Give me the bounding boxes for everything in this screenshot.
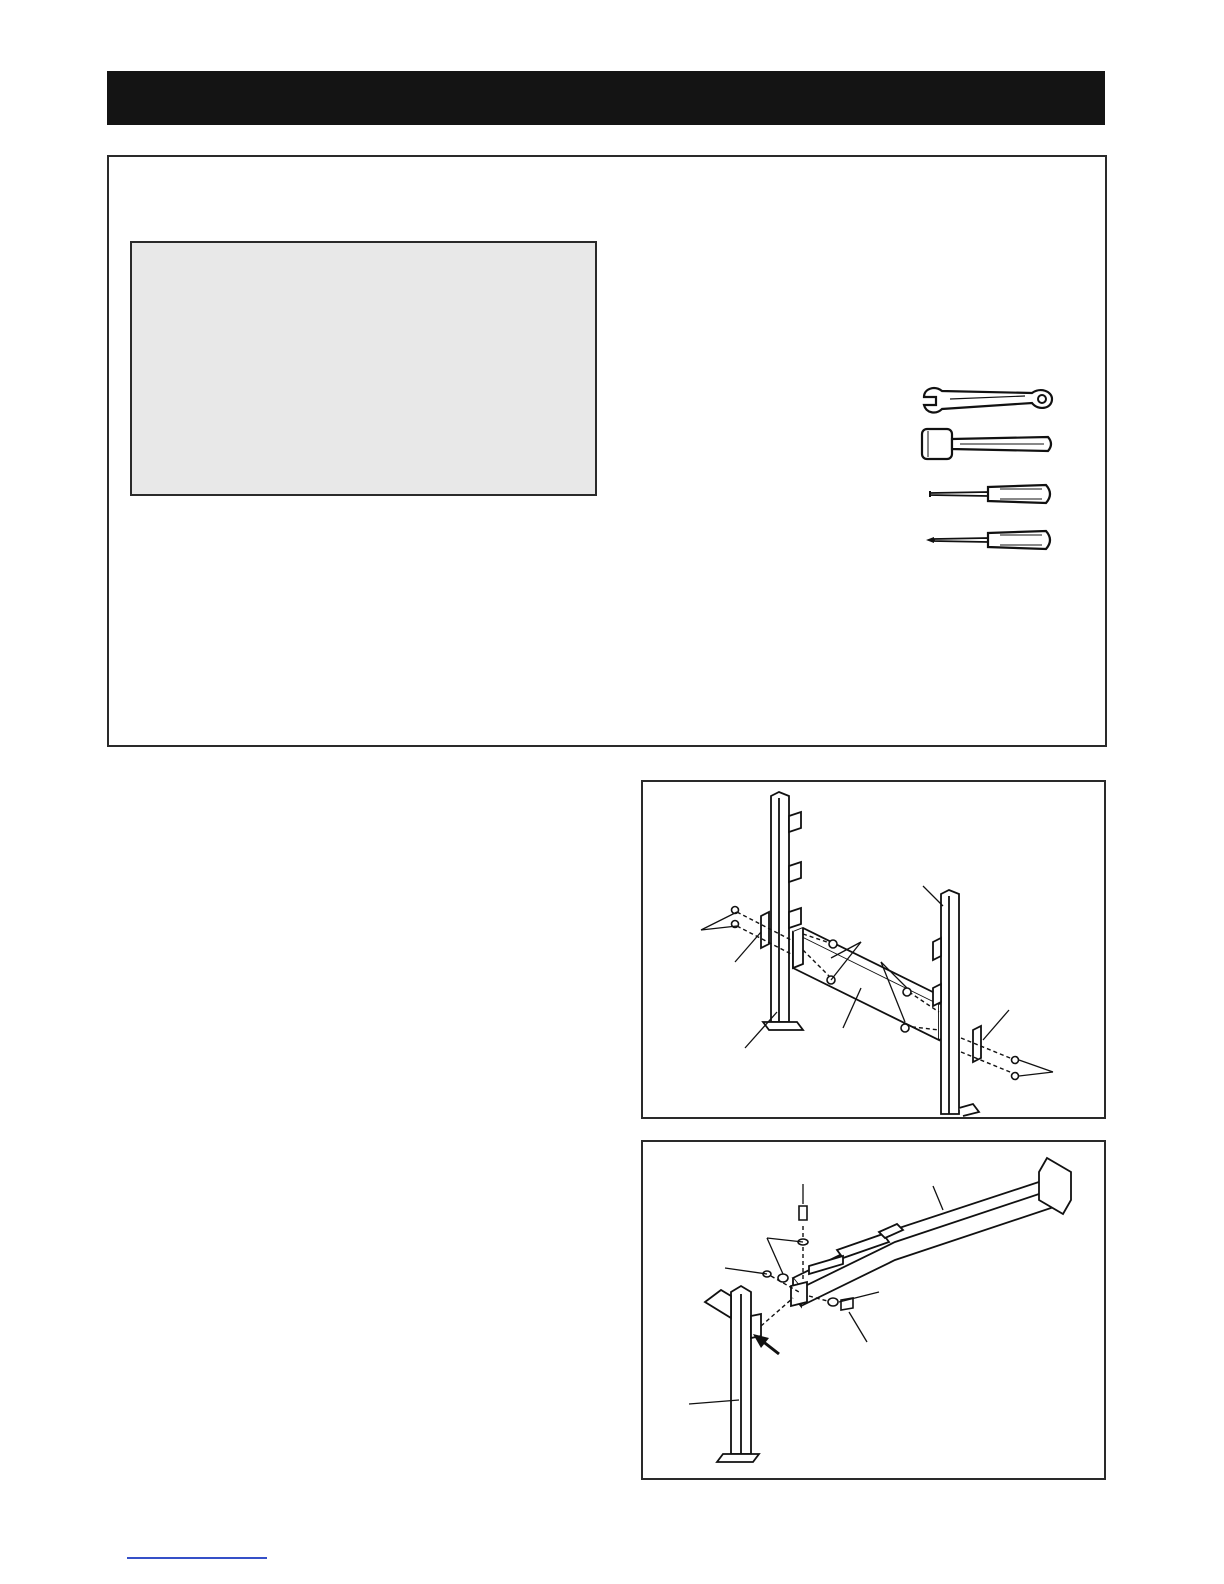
note-box <box>130 241 597 496</box>
flat-screwdriver-icon <box>920 479 1055 509</box>
upright-crossbar-assembly-diagram <box>643 782 1104 1117</box>
adjustable-wrench-icon <box>920 383 1055 419</box>
tools-list <box>920 375 1060 565</box>
header-bar <box>107 71 1105 125</box>
footer-link[interactable] <box>127 1557 267 1559</box>
phillips-screwdriver-icon <box>920 525 1055 555</box>
arrow-indicator <box>753 1334 779 1354</box>
bench-frame-assembly-diagram <box>643 1142 1104 1478</box>
figure-1 <box>641 780 1106 1119</box>
rubber-mallet-icon <box>920 423 1055 465</box>
figure-2 <box>641 1140 1106 1480</box>
